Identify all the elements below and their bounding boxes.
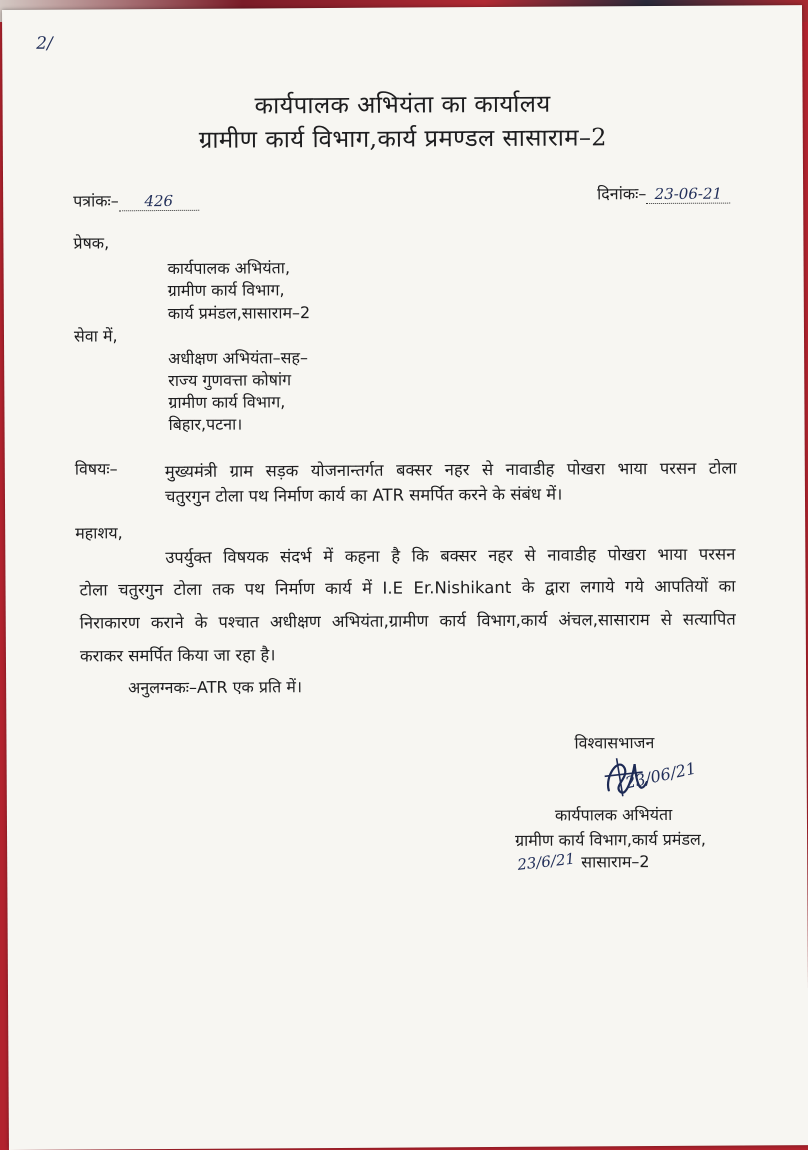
- initial-date: 23/6/21: [516, 849, 576, 874]
- signatory-department: ग्रामीण कार्य विभाग,कार्य प्रमंडल,: [515, 829, 706, 850]
- corner-handwritten-mark: 2/: [36, 33, 53, 54]
- enclosure-note: अनुलग्नकः–ATR एक प्रति में।: [128, 677, 303, 698]
- date-label: दिनांकः–: [597, 184, 647, 204]
- office-subtitle: ग्रामीण कार्य विभाग,कार्य प्रमण्डल सासाराम–2: [198, 123, 607, 154]
- reference-value: 426: [119, 192, 199, 211]
- signatory-place: सासाराम–2: [581, 852, 650, 872]
- recipient-line: ग्रामीण कार्य विभाग,: [168, 392, 286, 412]
- subject-line: चतुरगुन टोला पथ निर्माण कार्य का ATR समर्पित करने के संबंध में।: [164, 484, 563, 507]
- sender-label: प्रेषक,: [73, 233, 110, 253]
- recipient-line: अधीक्षण अभियंता–सह–: [168, 348, 308, 368]
- subject-line: मुख्यमंत्री ग्राम सड़क योजनान्तर्गत बक्सर नहर से नावाडीह पोखरा भाया परसन टोला: [164, 458, 737, 482]
- reference-number: [73, 189, 199, 212]
- office-title: कार्यपालक अभियंता का कार्यालय: [254, 89, 551, 120]
- recipient-line: राज्य गुणवत्ता कोषांग: [168, 370, 292, 390]
- recipient-line: बिहार,पटना।: [168, 414, 243, 434]
- body-line: कराकर समर्पित किया जा रहा है।: [79, 645, 276, 666]
- signatory-title: कार्यपालक अभियंता: [554, 804, 673, 825]
- salutation: महाशय,: [75, 523, 123, 543]
- date-value: 23-06-21: [646, 185, 730, 205]
- reference-label: पत्रांकः–: [73, 191, 119, 211]
- body-line: टोला चतुरगुन टोला तक पथ निर्माण कार्य में I.E Er.Nishikant के द्वारा लगाये गये आपतियों का: [79, 576, 736, 600]
- closing-yours: विश्वासभाजन: [574, 733, 655, 753]
- signature-date: 23/06/21: [623, 758, 698, 793]
- subject-label: विषयः–: [74, 459, 118, 479]
- body-line: उपर्युक्त विषयक संदर्भ में कहना है कि बक्सर नहर से नावाडीह पोखरा भाया परसन: [165, 544, 736, 568]
- recipient-label: सेवा में,: [73, 326, 118, 346]
- sender-line: कार्य प्रमंडल,सासाराम–2: [167, 303, 311, 323]
- sender-line: कार्यपालक अभियंता,: [167, 258, 291, 278]
- letter-date: [597, 182, 730, 205]
- letter-page: [2, 5, 808, 1150]
- body-line: निराकारण कराने के पश्चात अधीक्षण अभियंता,ग्रामीण कार्य विभाग,कार्य अंचल,सासाराम से सत्यापित: [79, 609, 736, 633]
- sender-line: ग्रामीण कार्य विभाग,: [167, 280, 285, 300]
